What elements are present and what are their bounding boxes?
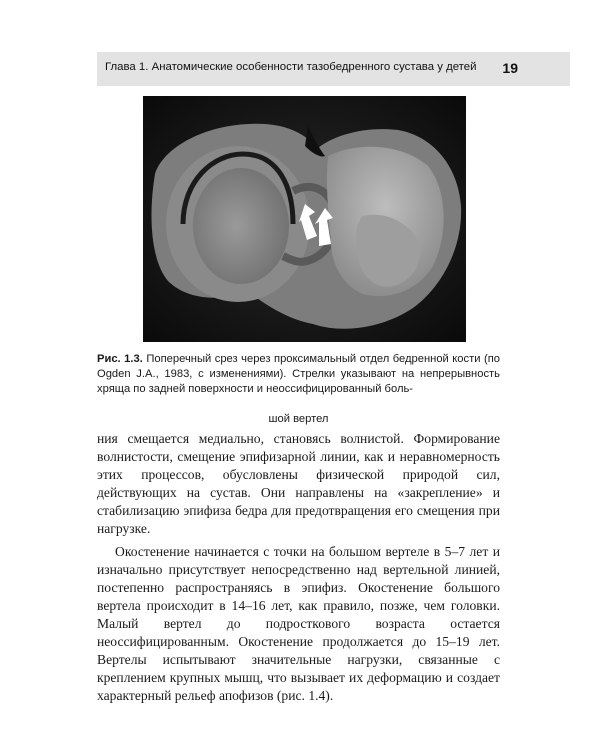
figure-label: Рис. 1.3. (97, 353, 143, 365)
figure-caption-text: Поперечный срез через проксимальный отдел бедренной кости (по Ogden J.A., 1983, с изменениями). Стрелки указывают на непрерывность хряща по задней поверхности и неоссифицированный боль- (97, 353, 500, 395)
figure-caption (97, 352, 500, 397)
bone-cross-section-image (143, 96, 466, 342)
running-header (97, 52, 570, 86)
paragraph-2: Окостенение начинается с точки на большом вертеле в 5–7 лет и изначально присутствует непосредственно над вертельной линией, постепенно распространяясь в эпифиз. Окостенение большого вертела происходит в 14–16 лет, как правило, позже, чем головки. Малый вертел до подросткового возраста остается неоссифицированным. Окостенение продолжается до 15–19 лет. Вертелы испытывают значительные нагрузки, связанные с креплением крупных мышц, что вызывает их деформацию и создает характерный рельеф апофизов (рис. 1.4). (97, 543, 500, 704)
figure-caption-last-line: шой вертел (268, 413, 329, 425)
chapter-title: Глава 1. Анатомические особенности тазобедренного сустава у детей (105, 61, 477, 73)
body-text (97, 430, 500, 705)
paragraph-1: ния смещается медиально, становясь волнистой. Формирование волнистости, смещение эпифизарной линии, как и неравномерность этих процессов, обусловлены физической природой сил, действующих на сустав. Они направлены на «закрепление» и стабилизацию эпифиза бедра для предотвращения его смещения при нагрузке. (97, 431, 500, 537)
figure-image (143, 96, 466, 342)
page-number: 19 (502, 60, 518, 76)
